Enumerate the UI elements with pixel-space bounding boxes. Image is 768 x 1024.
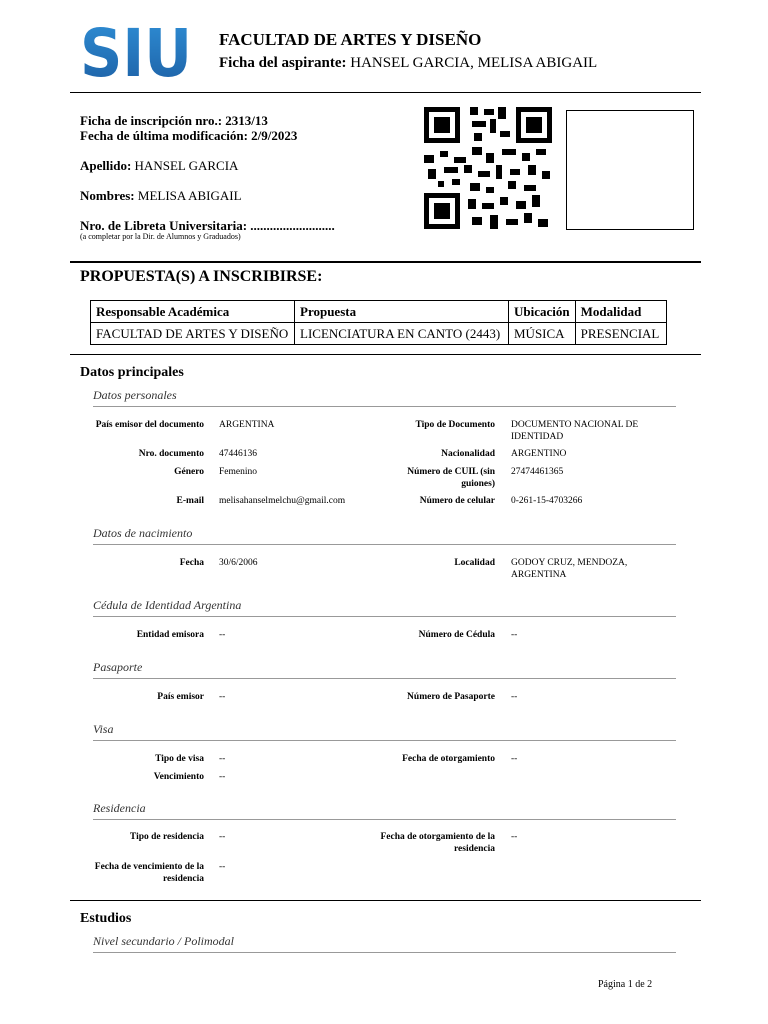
- header-divider: [70, 92, 701, 93]
- issuing-entity-label: Entidad emisora: [136, 630, 204, 640]
- visa-issue-date-value: --: [511, 754, 518, 764]
- subsection-rule: [93, 819, 676, 820]
- nationality-value: ARGENTINO: [511, 449, 567, 459]
- secondary-level-title: Nivel secundario / Polimodal: [93, 934, 234, 948]
- birth-date-label: Fecha: [179, 558, 204, 568]
- issuing-country-label: País emisor del documento: [95, 420, 204, 430]
- visa-type-label: Tipo de visa: [155, 754, 204, 764]
- table-header-row: [91, 301, 667, 323]
- residence-type-value: --: [219, 832, 226, 842]
- doc-number-label: Nro. documento: [138, 449, 204, 459]
- applicant-label: Ficha del aspirante:: [219, 55, 347, 71]
- visa-expiry-value: --: [219, 772, 226, 782]
- faculty-title: FACULTAD DE ARTES Y DISEÑO: [219, 30, 482, 49]
- doc-number-value: 47446136: [219, 449, 257, 459]
- subsection-rule: [93, 616, 676, 617]
- section-divider: [70, 354, 701, 355]
- table-cell: LICENCIATURA EN CANTO (2443): [295, 323, 509, 345]
- main-data-title: Datos principales: [80, 365, 184, 380]
- nationality-label: Nacionalidad: [441, 449, 495, 459]
- passport-number-value: --: [511, 692, 518, 702]
- libreta-note: (a completar por la Dir. de Alumnos y Graduados): [80, 232, 241, 241]
- birth-place-label: Localidad: [454, 558, 495, 568]
- subsection-rule: [93, 952, 676, 953]
- visa-expiry-label: Vencimiento: [153, 772, 204, 782]
- surname-row: [80, 158, 238, 174]
- studies-title: Estudios: [80, 911, 132, 926]
- visa-type-value: --: [219, 754, 226, 764]
- issuing-entity-value: --: [219, 630, 226, 640]
- visa-issue-date-label: Fecha de otorgamiento: [402, 754, 495, 764]
- proposals-title: PROPUESTA(S) A INSCRIBIRSE:: [80, 268, 323, 285]
- applicant-heading: [219, 55, 597, 72]
- col-header: Responsable Académica: [91, 301, 295, 323]
- subsection-rule: [93, 678, 676, 679]
- names-label: Nombres:: [80, 188, 135, 203]
- photo-box: [566, 110, 694, 230]
- passport-country-label: País emisor: [157, 692, 204, 702]
- table-cell: MÚSICA: [509, 323, 576, 345]
- birth-place-value: GODOY CRUZ, MENDOZA, ARGENTINA: [511, 558, 628, 580]
- birth-data-title: Datos de nacimiento: [93, 526, 193, 540]
- names-row: [80, 188, 242, 204]
- svg-text:SIU: SIU: [80, 15, 192, 92]
- residence-issue-value: --: [511, 832, 518, 842]
- names-value: MELISA ABIGAIL: [137, 188, 242, 203]
- subsection-rule: [93, 740, 676, 741]
- col-header: Modalidad: [575, 301, 666, 323]
- col-header: Propuesta: [295, 301, 509, 323]
- subsection-rule: [93, 406, 676, 407]
- personal-data-title: Datos personales: [93, 388, 177, 402]
- passport-country-value: --: [219, 692, 226, 702]
- passport-number-label: Número de Pasaporte: [407, 692, 495, 702]
- residence-issue-label: Fecha de otorgamiento de la residencia: [380, 832, 495, 854]
- cellphone-value: 0-261-15-4703266: [511, 496, 583, 506]
- id-number-label: Número de Cédula: [418, 630, 495, 640]
- table-row: [91, 323, 667, 345]
- visa-title: Visa: [93, 722, 114, 736]
- surname-value: HANSEL GARCIA: [134, 158, 239, 173]
- table-cell: FACULTAD DE ARTES Y DISEÑO: [91, 323, 295, 345]
- gender-label: Género: [174, 467, 204, 477]
- doc-type-label: Tipo de Documento: [415, 420, 495, 430]
- section-divider: [70, 261, 701, 263]
- gender-value: Femenino: [219, 467, 257, 477]
- email-label: E-mail: [176, 496, 204, 506]
- passport-title: Pasaporte: [93, 660, 143, 674]
- issuing-country-value: ARGENTINA: [219, 420, 275, 430]
- section-divider: [70, 900, 701, 901]
- subsection-rule: [93, 544, 676, 545]
- libreta-number: Nro. de Libreta Universitaria: ..........................: [80, 218, 335, 233]
- doc-type-value: DOCUMENTO NACIONAL DE IDENTIDAD: [511, 420, 639, 442]
- id-card-title: Cédula de Identidad Argentina: [93, 598, 242, 612]
- cuil-label: Número de CUIL (sin guiones): [407, 467, 495, 489]
- qr-code: [424, 107, 552, 231]
- applicant-name: HANSEL GARCIA, MELISA ABIGAIL: [350, 55, 598, 71]
- col-header: Ubicación: [509, 301, 576, 323]
- birth-date-value: 30/6/2006: [219, 558, 258, 568]
- inscription-number: Ficha de inscripción nro.: 2313/13: [80, 113, 268, 128]
- cuil-value: 27474461365: [511, 467, 564, 477]
- page-number: Página 1 de 2: [598, 979, 653, 990]
- email-value: melisahanselmelchu@gmail.com: [219, 496, 346, 506]
- residence-title: Residencia: [93, 801, 146, 815]
- id-number-value: --: [511, 630, 518, 640]
- surname-label: Apellido:: [80, 158, 132, 173]
- cellphone-label: Número de celular: [419, 496, 495, 506]
- residence-expiry-label: Fecha de vencimiento de la residencia: [94, 862, 204, 884]
- table-cell: PRESENCIAL: [575, 323, 666, 345]
- residence-type-label: Tipo de residencia: [129, 832, 204, 842]
- siu-logo: [80, 15, 192, 92]
- residence-expiry-value: --: [219, 862, 226, 872]
- proposals-table: [90, 300, 667, 345]
- last-modified: Fecha de última modificación: 2/9/2023: [80, 128, 298, 143]
